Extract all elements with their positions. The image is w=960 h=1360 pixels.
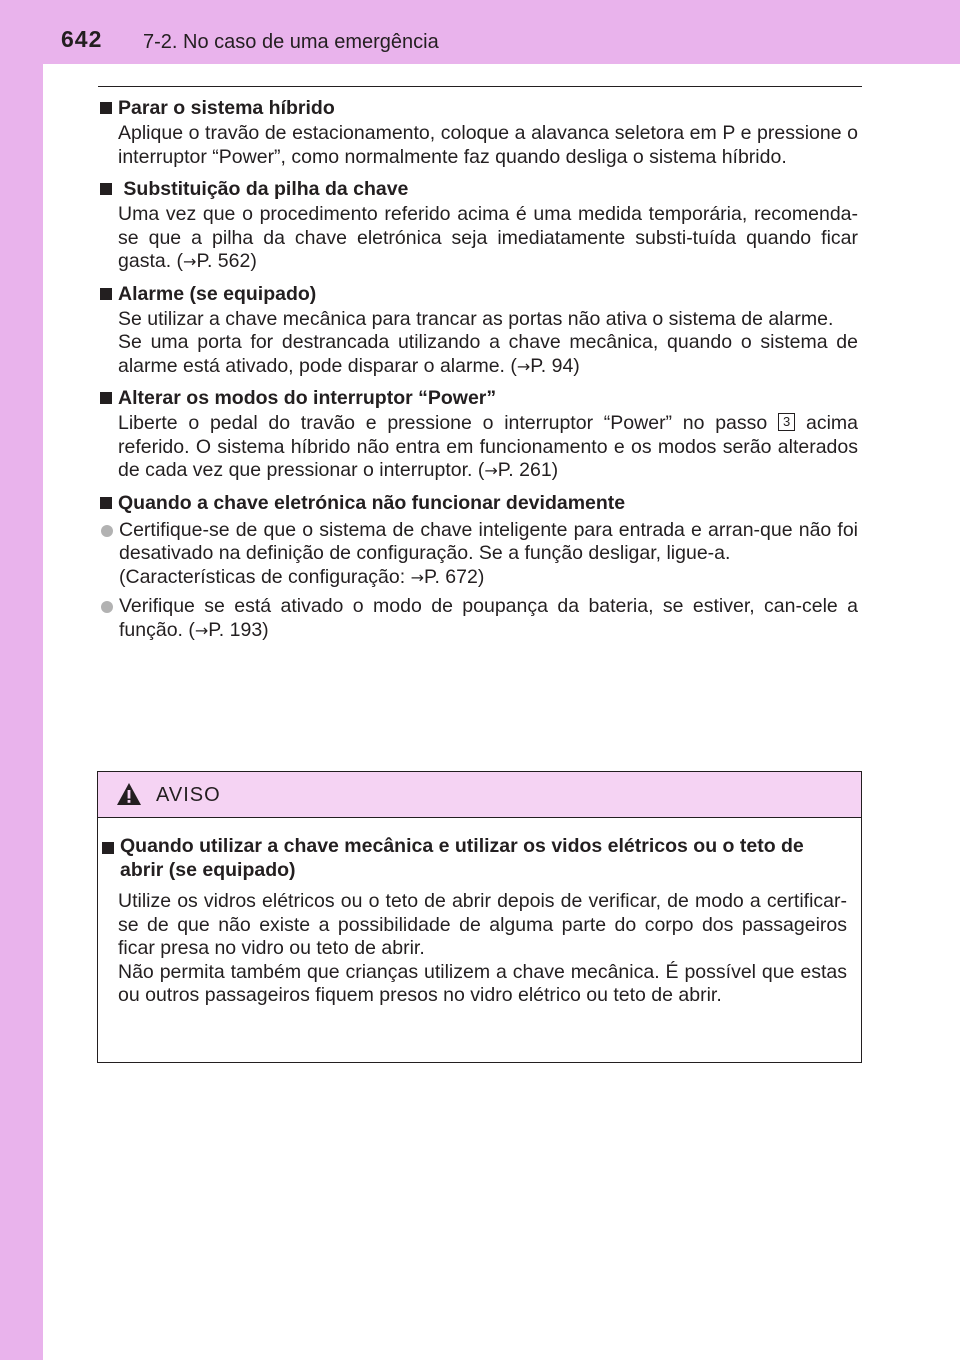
square-bullet-icon [100, 102, 112, 114]
square-bullet-icon [100, 392, 112, 404]
section-title: Alarme (se equipado) [118, 282, 317, 305]
section-key-battery [98, 175, 858, 274]
arrow-icon: → [484, 461, 498, 480]
square-bullet-icon [100, 183, 112, 195]
side-color-band [0, 0, 43, 1360]
arrow-icon: → [516, 356, 531, 376]
main-content [98, 94, 858, 648]
section-title: Substituição da pilha da chave [118, 178, 409, 200]
page-reference[interactable]: P. 94) [530, 354, 580, 377]
chapter-title: 7-2. No caso de uma emergência [143, 31, 439, 53]
square-bullet-icon [100, 288, 112, 300]
section-key-not-working [98, 489, 858, 643]
warning-title: Quando utilizar a chave mecânica e utilizar os vidos elétricos ou o teto de abrir (se equipado) [120, 835, 804, 881]
paragraph: Liberte o pedal do travão e pressione o interruptor “Power” no passo [118, 412, 768, 434]
page-reference[interactable]: P. 261) [497, 459, 559, 481]
page-number: 642 [61, 26, 103, 52]
square-bullet-icon [102, 842, 114, 854]
paragraph: Aplique o travão de estacionamento, coloque a alavanca seletora em P e pressione o interruptor “Power”, como normalmente faz quando desliga o sistema híbrido. [118, 122, 858, 168]
section-title: Alterar os modos do interruptor “Power” [118, 387, 497, 409]
section-power-modes [98, 384, 858, 483]
section-stop-hybrid [98, 94, 858, 169]
square-bullet-icon [100, 497, 112, 509]
paragraph: acima referido. O sistema híbrido não entra em funcionamento e os modos serão alterados de cada vez que pressionar o interruptor. ( [118, 412, 859, 481]
warning-paragraph: Utilize os vidros elétricos ou o teto de abrir depois de verificar, de modo a certificar-se de que não existe a possibilidade de alguma parte do corpo dos passageiros ficar presa no vidro ou teto de abrir. [118, 890, 847, 959]
circle-bullet-icon [101, 601, 113, 613]
arrow-icon: → [194, 620, 209, 640]
bullet-text: Certifique-se de que o sistema de chave inteligente para entrada e arran-que não foi desativado na definição de configuração. Se a função desligar, ligue-a. [119, 518, 858, 564]
section-title: Parar o sistema híbrido [118, 97, 335, 119]
list-item [98, 595, 858, 642]
page-reference[interactable]: P. 672) [423, 565, 485, 588]
bullet-subtext: (Características de configuração: [119, 565, 411, 588]
section-title: Quando a chave eletrónica não funcionar devidamente [118, 491, 626, 514]
warning-triangle-icon [116, 782, 142, 806]
step-number-box: 3 [778, 413, 795, 431]
page-reference[interactable]: P. 193) [208, 618, 269, 641]
paragraph: Se utilizar a chave mecânica para trancar as portas não ativa o sistema de alarme. [118, 307, 834, 330]
warning-paragraph: Não permita também que crianças utilizem a chave mecânica. É possível que estas ou outros passageiros fiquem presos no vidro elétrico ou teto de abrir. [118, 960, 847, 1006]
page-reference[interactable]: P. 562) [196, 250, 257, 272]
list-item [98, 519, 858, 590]
header-rule [98, 86, 862, 87]
arrow-icon: → [183, 252, 197, 271]
paragraph: Uma vez que o procedimento referido acima é uma medida temporária, recomenda-se que a pilha da chave eletrónica seja imediatamente substi-tuída quando ficar gasta. ( [118, 203, 858, 272]
arrow-icon: → [410, 567, 424, 587]
bullet-text: Verifique se está ativado o modo de poupança da bateria, se estiver, can-cele a função. ( [119, 595, 858, 641]
circle-bullet-icon [101, 525, 113, 537]
paragraph: Se uma porta for destrancada utilizando a chave mecânica, quando o sistema de alarme está ativado, pode disparar o alarme. ( [118, 331, 858, 377]
warning-box [97, 771, 862, 1063]
section-alarm [98, 280, 858, 379]
warning-label: AVISO [156, 784, 221, 806]
warning-header [98, 772, 861, 818]
